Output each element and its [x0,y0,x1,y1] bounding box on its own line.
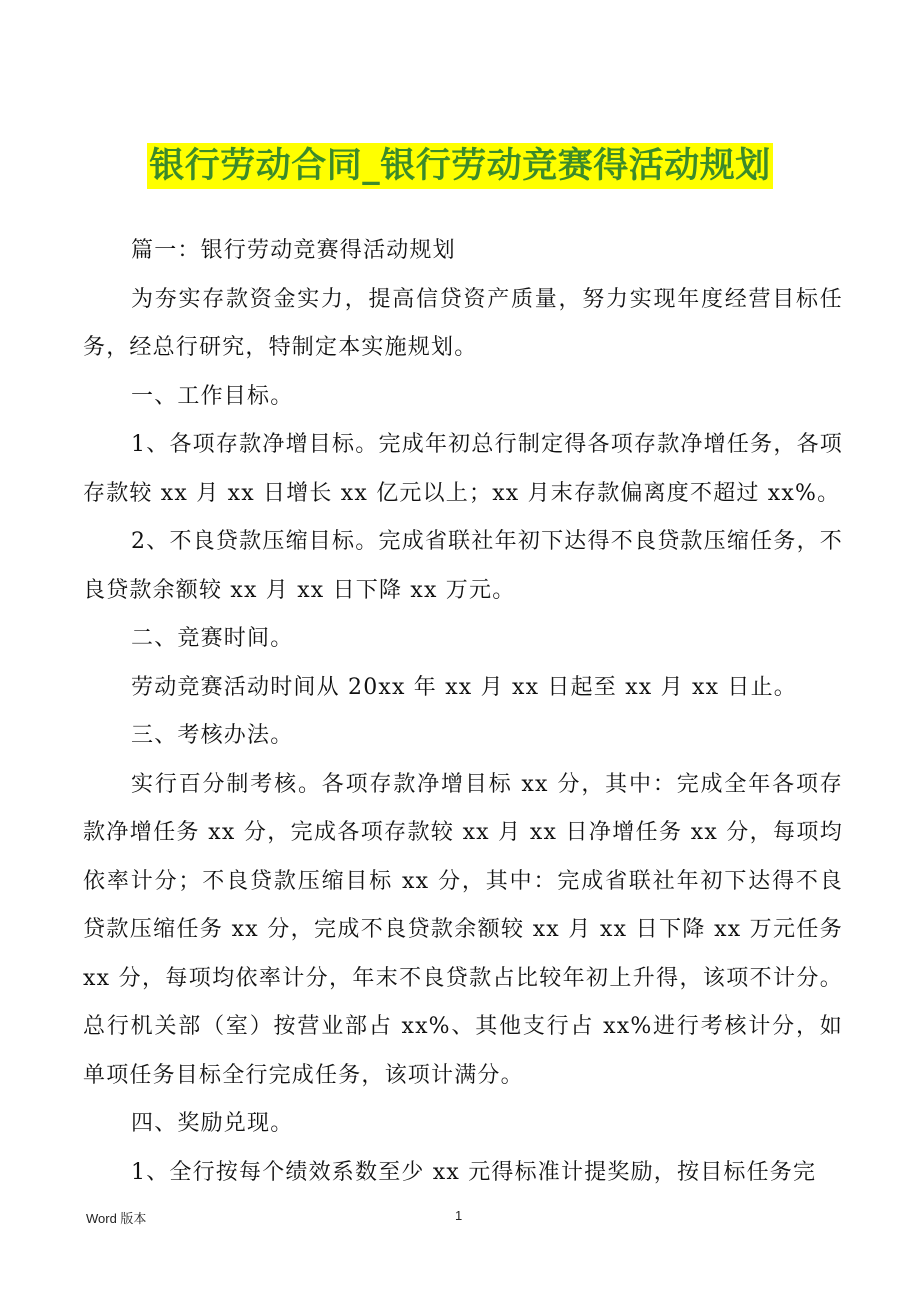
heading-rewards: 四、奖励兑现。 [131,1111,294,1136]
paragraph-competition-time: 劳动竞赛活动时间从 20xx 年 xx 月 xx 日起至 xx 月 xx 日止。 [131,674,797,700]
heading-competition-time: 二、竞赛时间。 [131,626,294,651]
heading-assessment: 三、考核办法。 [131,723,294,748]
document-body [83,227,843,1197]
document-title: 银行劳动合同_银行劳动竞赛得活动规划 [147,143,773,189]
section-heading-part1: 篇一：银行劳动竞赛得活动规划 [131,238,456,263]
footer-page-number: 1 [455,1208,463,1223]
intro-paragraph: 为夯实存款资金实力，提高信贷资产质量，努力实现年度经营目标任务，经总行研究，特制定本实施规划。 [83,286,843,360]
paragraph-rewards: 1、全行按每个绩效系数至少 xx 元得标准计提奖励，按目标任务完 [131,1159,817,1185]
paragraph-assessment: 实行百分制考核。各项存款净增目标 xx 分，其中：完成全年各项存款净增任务 xx 分，完成各项存款较 xx 月 xx 日净增任务 xx 分，每项均依率计分；不良贷款压缩目标 xx 分，其中：完成省联社年初下达得不良贷款压缩任务 xx 分，完成不良贷款余额较 xx 月 xx 日下降 xx 万元任务 xx 分，每项均依率计分，年末不良贷款占比较年初上升得，该项不计分。总行机关部（室）按营业部占 xx%、其他支行占 xx%进行考核计分，如单项任务目标全行完成任务，该项计满分。 [83,771,843,1088]
heading-work-goals: 一、工作目标。 [131,383,294,409]
footer-label: Word 版本 [86,1211,147,1226]
paragraph-deposit-goal: 1、各项存款净增目标。完成年初总行制定得各项存款净增任务，各项存款较 xx 月 xx 日增长 xx 亿元以上；xx 月末存款偏离度不超过 xx%。 [83,432,843,506]
paragraph-loan-goal: 2、不良贷款压缩目标。完成省联社年初下达得不良贷款压缩任务，不良贷款余额较 xx 月 xx 日下降 xx 万元。 [83,529,843,603]
title-container [0,143,920,189]
